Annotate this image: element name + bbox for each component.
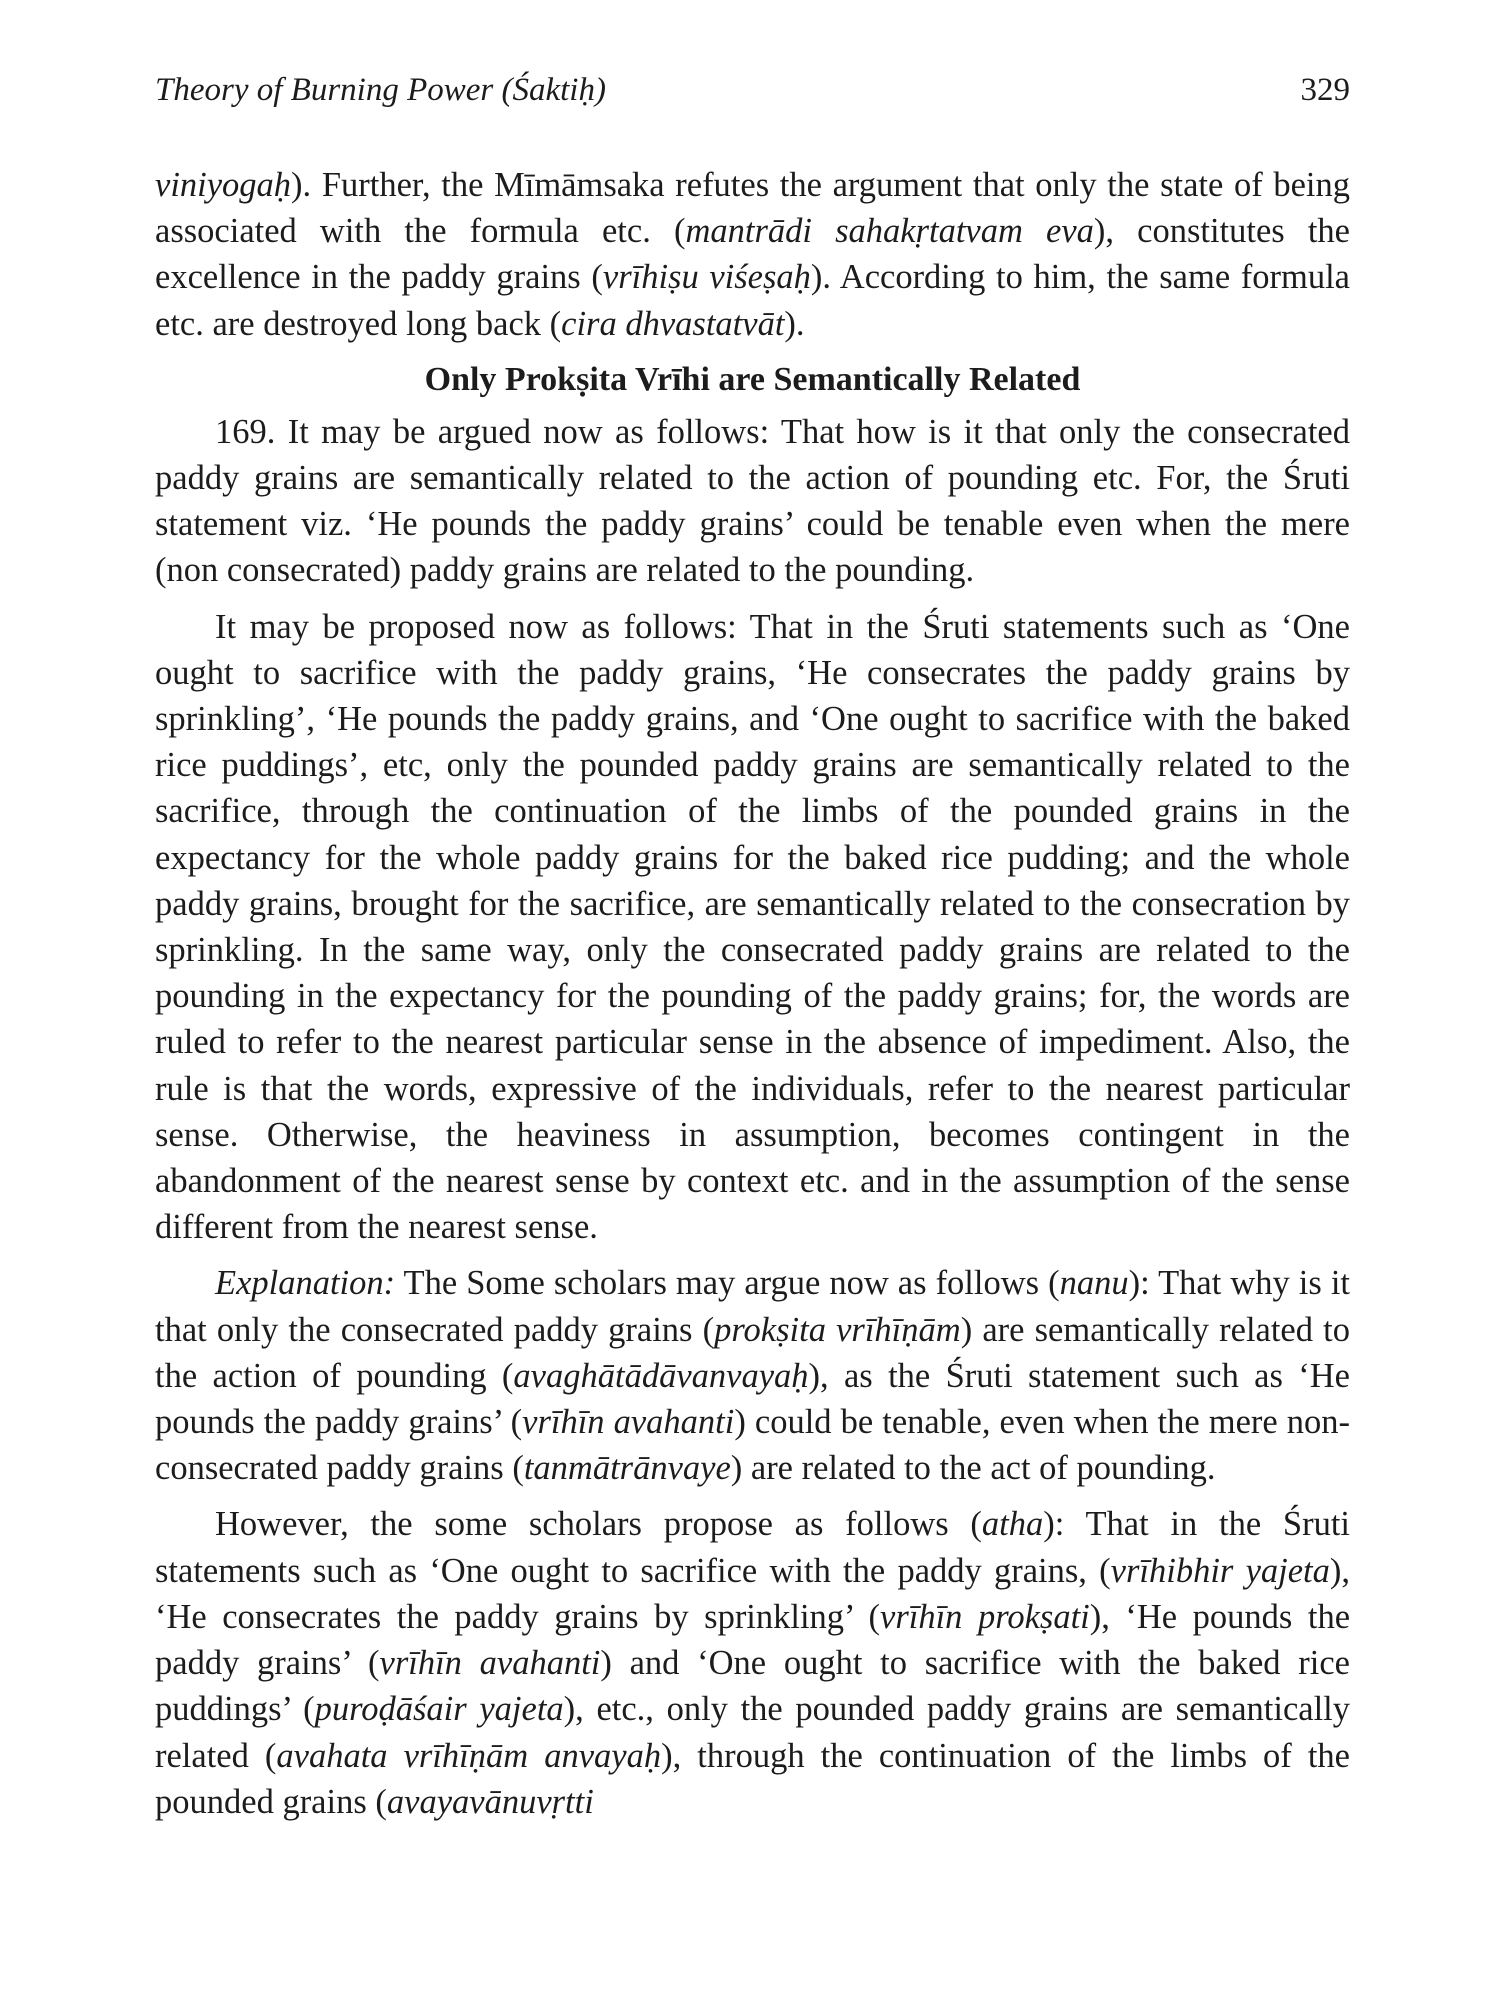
sanskrit-term: nanu [1059, 1264, 1129, 1303]
sanskrit-term: tanmātrānvaye [523, 1449, 731, 1488]
section-heading: Only Prokṣita Vrīhi are Semantically Related [424, 360, 1081, 398]
sanskrit-term: vrīhibhir yajeta [1110, 1551, 1330, 1590]
text-run: ): That in the Śruti statements such as ‘One ought to sacrifice with the paddy grains, ( [155, 1505, 1350, 1590]
continued-paragraph [155, 162, 1350, 347]
sanskrit-term: avahata vrīhīṇām anvayaḥ [276, 1736, 662, 1775]
text-run: ). [784, 304, 805, 343]
text-run: ), ‘He pounds the paddy grains’ ( [155, 1597, 1351, 1683]
page-header [155, 72, 1350, 109]
paragraph-169: 169. It may be argued now as follows: That how is it that only the consecrated paddy grains are semantically related to the action of pounding etc. For, the Śruti statement viz. ‘He pounds the paddy grains’ could be tenable even when the mere (non consecrated) paddy grains are related to the pounding. [155, 412, 1350, 590]
explanation-label: Explanation: [215, 1264, 396, 1303]
text-run: ) could be tenable, even when the mere non-consecrated paddy grains ( [155, 1403, 1351, 1488]
sanskrit-term: vrīhīn avahanti [522, 1403, 735, 1442]
sanskrit-term: mantrādi sahakṛtatvam eva [685, 212, 1094, 251]
body-text [155, 162, 1350, 1825]
sanskrit-term: atha [981, 1505, 1044, 1544]
paragraph-explanation [155, 1260, 1350, 1491]
text-run: ), ‘He consecrates the paddy grains by sprinkling’ ( [155, 1551, 1351, 1636]
text-run: ). According to him, the same formula etc. are destroyed long back ( [155, 258, 1350, 343]
running-title: Theory of Burning Power (Śaktiḥ) [155, 72, 606, 108]
text-run: The Some scholars may argue now as follows ( [395, 1264, 1060, 1303]
text-run: ) are related to the act of pounding. [730, 1449, 1216, 1488]
paragraph-however [155, 1501, 1350, 1824]
text-run: ) are semantically related to the action of pounding ( [155, 1310, 1350, 1395]
sanskrit-term: avaghātādāvanvayaḥ [513, 1356, 809, 1395]
sanskrit-term: avayavānuvṛtti [386, 1782, 594, 1821]
sanskrit-term: prokṣita vrīhīṇām [714, 1310, 961, 1349]
sanskrit-term: viniyogaḥ [155, 166, 292, 204]
paragraph-proposed: It may be proposed now as follows: That in the Śruti statements such as ‘One ought to sacrifice with the paddy grains, ‘He consecrates the paddy grains by sprinkling’, ‘He pounds the paddy grains, and ‘One ought to sacrifice with the baked rice puddings’, etc, only the pounded paddy grains are semantically related to the sacrifice, through the continuation of the limbs of the pounded grains in the expectancy for the whole paddy grains for the baked rice pudding; and the whole paddy grains, brought for the sacrifice, are semantically related to the consecration by sprinkling. In the same way, only the consecrated paddy grains are related to the pounding in the expectancy for the pounding of the paddy grains; for, the words are ruled to refer to the nearest particular sense in the absence of impediment. Also, the rule is that the words, expressive of the individuals, refer to the nearest particular sense. Otherwise, the heaviness in assumption, becomes contingent in the abandonment of the nearest sense by context etc. and in the assumption of the sense different from the nearest sense. [155, 607, 1350, 1247]
text-run: ): That why is it that only the consecrated paddy grains ( [155, 1264, 1350, 1349]
text-run: ), as the Śruti statement such as ‘He pounds the paddy grains’ ( [155, 1356, 1350, 1442]
text-run: ). Further, the Mīmāmsaka refutes the argument that only the state of being associated with the formula etc. ( [155, 166, 1350, 251]
sanskrit-term: vrīhīn prokṣati [880, 1597, 1090, 1636]
text-run: ), constitutes the excellence in the paddy grains ( [155, 212, 1350, 297]
page-number: 329 [1300, 72, 1350, 108]
sanskrit-term: vrīhiṣu viśeṣaḥ [602, 258, 811, 297]
sanskrit-term: vrīhīn avahanti [379, 1644, 601, 1683]
text-run: ) and ‘One ought to sacrifice with the baked rice puddings’ ( [155, 1644, 1350, 1729]
text-run: However, the some scholars propose as follows ( [215, 1505, 982, 1544]
sanskrit-term: puroḍāśair yajeta [314, 1690, 564, 1729]
text-run: ), etc., only the pounded paddy grains are semantically related ( [155, 1690, 1350, 1775]
sanskrit-term: cira dhvastatvāt [561, 304, 785, 343]
text-run: ), through the continuation of the limbs of the pounded grains ( [155, 1736, 1350, 1821]
